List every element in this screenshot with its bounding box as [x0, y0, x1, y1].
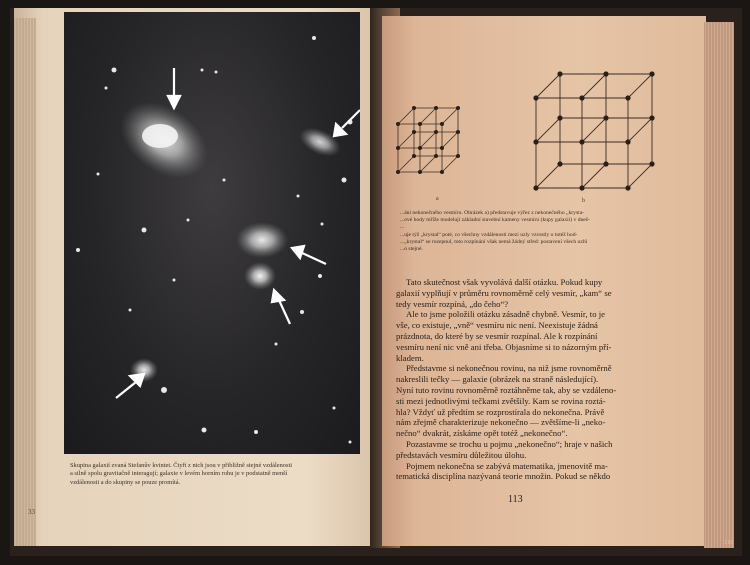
- body-text-line: Ale to jsme položili otázku zásadně chybně. Vesmír, to je: [406, 309, 606, 320]
- body-text-line: tedy vesmír rozpíná, „do čeho“?: [396, 298, 509, 309]
- figure-caption-line: ...o stejné.: [400, 246, 423, 253]
- galaxy-photo: [64, 12, 360, 454]
- body-text-line: nečno“ dvakrát, získáme opět totéž „nekonečno“.: [396, 428, 568, 439]
- body-text-line: galaxií vyplňují v průměru rovnoměrně celý vesmír, „kam“ se: [396, 287, 612, 298]
- arrow-2: [342, 110, 360, 128]
- photo-caption-line: Skupina galaxií zvaná Stefanův kvintet. Čtyři z nich jsou v přibližně stejné vzdálenosti: [70, 462, 293, 469]
- body-text-line: Tato skutečnost však vyvolává další otázku. Pokud kupy: [406, 277, 603, 287]
- figure-label-a: a: [436, 196, 439, 202]
- left-page-edge: [14, 18, 36, 546]
- figure-caption-line: ...: [400, 224, 405, 231]
- figure-label-b: b: [582, 198, 585, 204]
- figure-caption-line: ...ání nekonečného vesmíru. Obrázek a) představuje výřez z nekonečného „krysta-: [400, 210, 585, 216]
- body-text-line: vše, co existuje, „vně“ vesmíru nic není. Neexistuje žádná: [396, 320, 598, 331]
- right-edge-mark: 119: [724, 540, 733, 546]
- figure-caption: [400, 210, 662, 253]
- body-text-line: Nyní tuto rovinu rovnoměrně roztáhněme tak, aby se vzdáleno-: [396, 384, 617, 395]
- body-text-line: prázdnota, do které by se vesmír rozpínal. Ale k rozpínání: [396, 330, 598, 341]
- lattice-figure-a: [394, 104, 466, 191]
- photo-caption: [70, 462, 360, 487]
- figure-caption-line: ...„krystal“ se rozepnul, toto rozpínání však nemá žádný střed: postavení všech uzlů: [400, 238, 588, 245]
- body-text-line: Pojmem nekonečna se zabývá matematika, jmenovitě ma-: [406, 460, 608, 471]
- page-number: 113: [508, 494, 523, 505]
- arrow-4: [278, 298, 290, 324]
- body-text-line: kladem.: [396, 352, 424, 363]
- body-text-line: představách vesmíru důležitou úlohu.: [396, 449, 527, 460]
- star-field: [76, 36, 353, 444]
- body-text-line: Pozastavme se trochu u pojmu „nekonečno“; hraje v našich: [406, 438, 613, 449]
- body-text-line: tematická disciplína nazývaná teorie množin. Pokud se někdo: [396, 471, 611, 482]
- body-text: [396, 277, 652, 482]
- arrow-5: [116, 382, 136, 398]
- body-text-line: nám zřejmě charakterizuje nekonečno — zvětšíme-li „neko-: [396, 417, 606, 428]
- photo-caption-line: vzdálenosti a do skupiny se pouze promítá.: [70, 478, 181, 486]
- body-text-line: nakreslili tečky — galaxie (obrázek na straně následující).: [396, 374, 599, 385]
- left-margin-mark: 33: [28, 508, 35, 516]
- figure-caption-line: ...ové body mříže modelují základní stavební kameny vesmíru (kupy galaxií) v dneš-: [400, 217, 590, 224]
- body-text-line: sti mezi jednotlivými tečkami zvětšily. Kam se rovina roztá-: [396, 395, 606, 406]
- lattice-a-drawing: [394, 104, 466, 186]
- galaxy-center-lower: [244, 262, 276, 290]
- body-text-line: Představme si nekonečnou rovinu, na niž jsme rovnoměrně: [406, 363, 612, 374]
- galaxy-center-upper: [236, 222, 288, 258]
- body-text-line: hla? Vždyť už předtím se rozprostírala do nekonečna. Právě: [396, 406, 605, 417]
- lattice-figure-b: [532, 70, 656, 201]
- body-text-line: vesmíru není nic vně ani třeba. Objasníme si to názorným pří-: [396, 341, 612, 352]
- lattice-b-drawing: [532, 70, 656, 196]
- right-page-edge: [704, 22, 734, 548]
- figure-caption-line: ...uje týž „krystal“ poté, co všechny vzdálenosti mezi uzly vzrostly o tutéž hod-: [400, 231, 578, 238]
- galaxy-photo-image: [64, 12, 360, 454]
- photo-caption-line: a silně spolu gravitačně interagují; galaxie v levém horním rohu je v podstatně menší: [70, 470, 288, 478]
- arrow-3: [300, 252, 326, 264]
